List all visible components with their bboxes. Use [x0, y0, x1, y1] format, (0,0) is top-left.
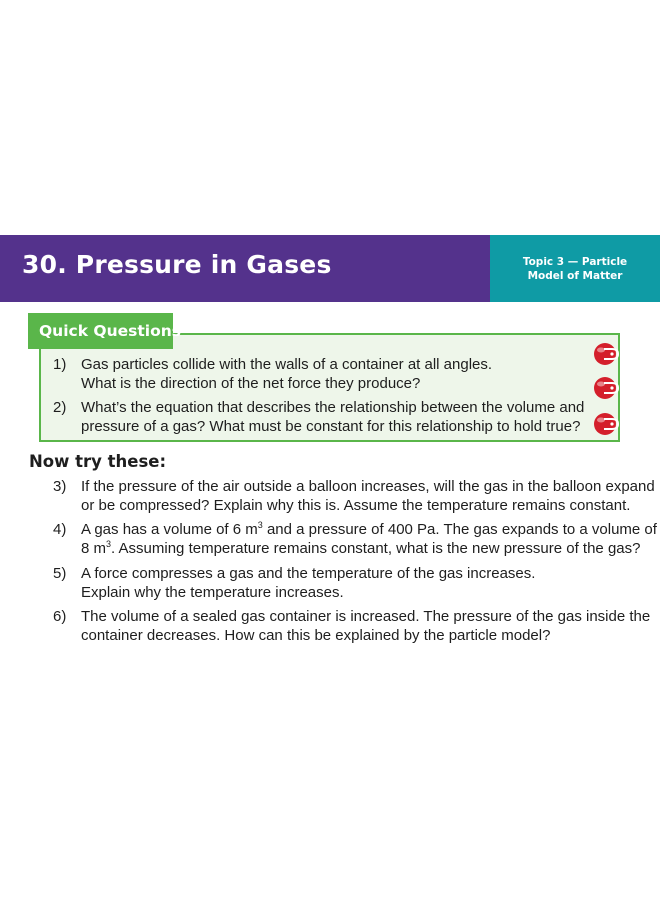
question-6-line-1: The volume of a sealed gas container is increased. The pressure of the gas inside the	[81, 608, 651, 625]
question-5-line-2: Explain why the temperature increases.	[81, 584, 344, 601]
question-4-line-1: A gas has a volume of 6 $m^3$ and a pressure of 400 Pa. The gas expands to a volume of	[81, 520, 657, 538]
question-1-line-1: Gas particles collide with the walls of a container at all angles.	[81, 356, 493, 373]
topic-tab	[490, 235, 660, 302]
now-try-heading: Now try these:	[29, 452, 167, 471]
page-title: 30. Pressure in Gases	[22, 250, 332, 279]
topic-line-1: Topic 3 — Particle	[522, 256, 628, 268]
question-2-number: 2)	[53, 399, 67, 416]
question-5-line-1: A force compresses a gas and the temperature of the gas increases.	[81, 565, 536, 582]
question-5-number: 5)	[53, 565, 67, 582]
question-1-line-2: What is the direction of the net force they produce?	[81, 375, 421, 392]
grade-icon-1	[593, 340, 623, 368]
question-2-line-1: What’s the equation that describes the relationship between the volume and	[81, 399, 585, 416]
question-6-number: 6)	[53, 608, 67, 625]
question-2-line-2: pressure of a gas? What must be constant for this relationship to hold true?	[81, 418, 581, 435]
question-4-line-2: 8 $m^3$. Assuming temperature remains constant, what is the new pressure of the gas?	[81, 539, 641, 557]
question-6-line-2: container decreases. How can this be explained by the particle model?	[81, 627, 551, 644]
question-3-line-1: If the pressure of the air outside a balloon increases, will the gas in the balloon expand	[81, 478, 655, 495]
quick-questions-label: Quick Questions	[28, 313, 173, 349]
grade-icon-3	[593, 410, 623, 438]
question-3-line-2: or be compressed? Explain why this is. Assume the temperature remains constant.	[81, 497, 631, 514]
question-4-number: 4)	[53, 521, 67, 538]
question-3-number: 3)	[53, 478, 67, 495]
topic-line-2: Model of Matter	[527, 270, 623, 282]
grade-icon-2	[593, 374, 623, 402]
question-1-number: 1)	[53, 356, 67, 373]
